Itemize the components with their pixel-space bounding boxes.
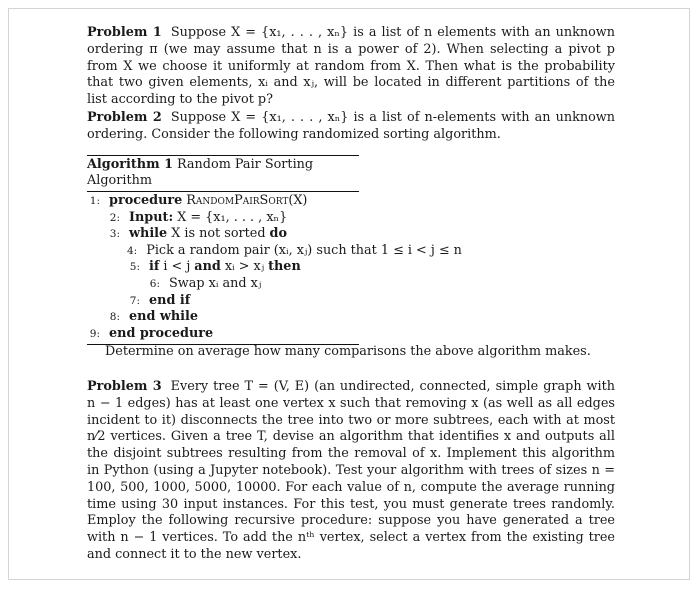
- keyword: Input:: [129, 209, 174, 225]
- algorithm-line: [87, 276, 359, 293]
- line-number: 7:: [129, 294, 140, 307]
- keyword: and: [194, 259, 221, 275]
- line-text: i < j: [163, 259, 191, 275]
- line-number: 4:: [127, 244, 138, 257]
- algorithm-caption: [87, 156, 359, 192]
- problem-3-label: Problem 3: [87, 379, 162, 394]
- keyword: do: [269, 226, 288, 242]
- problem-3-text: Every tree T = (V, E) (an undirected, connected, simple graph with n − 1 edges) has at least one vertex x such that removing x (as well as all edges incident to it) disconnects the tree into two or more subtrees, each with at most n⁄2 vertices. Given a tree T, devise an algorithm that identifies x and outputs all the disjoint subtrees resulting from the removal of x. Implement this algorithm in Python (using a Jupyter notebook). Test your algorithm with trees of sizes n = 100, 500, 1000, 5000, 10000. For each value of n, compute the average running time using 30 input instances. For this test, you must generate trees randomly. Employ the following recursive procedure: suppose you have generated a tree with n − 1 vertices. To add the nᵗʰ vertex, select a vertex from the existing tree and connect it to the new vertex.: [87, 379, 615, 562]
- keyword: end while: [129, 309, 199, 325]
- keyword: end procedure: [109, 325, 214, 341]
- question-text: Determine on average how many comparisons the above algorithm makes.: [105, 344, 591, 359]
- line-number: 3:: [109, 228, 120, 241]
- line-number: 9:: [89, 327, 100, 340]
- algorithm-line: [87, 193, 359, 210]
- keyword: then: [268, 259, 301, 275]
- line-text: X is not sorted: [171, 226, 266, 242]
- keyword: end if: [149, 292, 191, 308]
- problem-3: [87, 379, 615, 564]
- keyword: if: [149, 259, 160, 275]
- algorithm-line: [87, 309, 359, 326]
- algorithm-line: [87, 293, 359, 310]
- line-number: 2:: [109, 211, 120, 224]
- problem-1-label: Problem 1: [87, 25, 162, 40]
- problem-1: [87, 25, 615, 109]
- algorithm-block: [87, 155, 462, 345]
- problem-2: [87, 110, 615, 144]
- algorithm-lines: [87, 192, 462, 344]
- line-number: 5:: [129, 261, 140, 274]
- algorithm-line: [87, 326, 359, 343]
- problem-1-text: Suppose X = {x₁, . . . , xₙ} is a list of n elements with an unknown ordering π (we may assume that n is a power of 2). When selecting a pivot p from X we choose it uniformly at random from X. Then what is the probability that two given elements, xᵢ and xⱼ, will be located in different partitions of the list according to the pivot p?: [87, 25, 615, 108]
- keyword: while: [129, 226, 168, 242]
- line-text: Swap xᵢ and xⱼ: [169, 275, 262, 291]
- problem-2-label: Problem 2: [87, 110, 162, 125]
- line-text: X = {x₁, . . . , xₙ}: [177, 209, 288, 225]
- algorithm-line: [87, 210, 359, 227]
- problem-2-text: Suppose X = {x₁, . . . , xₙ} is a list of n-elements with an unknown ordering. Consider the following randomized sorting algorithm.: [87, 110, 615, 142]
- line-text: xᵢ > xⱼ: [224, 259, 265, 275]
- procedure-name: RandomPairSort(X): [186, 193, 308, 208]
- keyword: procedure: [109, 193, 183, 208]
- comparisons-question: [87, 344, 615, 361]
- algorithm-title: Random Pair Sorting Algorithm: [87, 157, 314, 188]
- line-number: 1:: [89, 195, 100, 207]
- line-number: 6:: [149, 277, 160, 290]
- algorithm-line: [87, 226, 359, 243]
- line-number: 8:: [109, 311, 120, 324]
- algorithm-line: [87, 242, 462, 260]
- algorithm-label: Algorithm 1: [87, 157, 173, 172]
- line-text: Pick a random pair (xᵢ, xⱼ) such that 1 ≤ i < j ≤ n: [146, 242, 462, 258]
- algorithm-line: [87, 259, 359, 276]
